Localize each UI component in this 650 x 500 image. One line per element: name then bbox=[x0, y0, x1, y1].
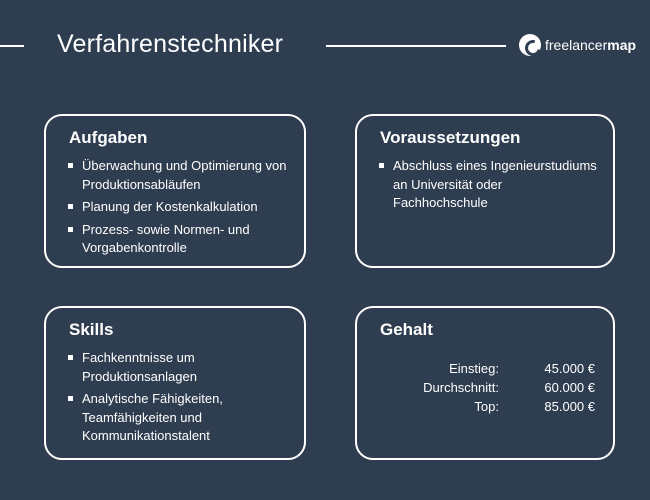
square-bullet-icon bbox=[68, 163, 73, 168]
list-item-text: Fachkenntnisse um Produktionsanlagen bbox=[82, 350, 197, 384]
list-item-text: Analytische Fähigkeiten, Teamfähigkeiten und Kommunikationstalent bbox=[82, 391, 223, 443]
salary-label-top: Top: bbox=[474, 399, 499, 414]
card-gehalt bbox=[355, 306, 615, 460]
salary-value-einstieg: 45.000 € bbox=[544, 361, 595, 376]
list-item-text: Prozess- sowie Normen- und Vorgabenkontrolle bbox=[82, 221, 250, 255]
freelancermap-logo bbox=[519, 34, 636, 56]
title-rule-right bbox=[326, 45, 506, 47]
card-skills bbox=[44, 306, 306, 460]
card-title-aufgaben: Aufgaben bbox=[69, 128, 148, 147]
square-bullet-icon bbox=[68, 204, 73, 209]
square-bullet-icon bbox=[68, 355, 73, 360]
card-title-voraussetzungen: Voraussetzungen bbox=[380, 128, 521, 147]
list-item-text: Planung der Kostenkalkulation bbox=[82, 199, 258, 214]
list-item bbox=[68, 390, 288, 446]
salary-value-top: 85.000 € bbox=[544, 399, 595, 414]
salary-value-durchschnitt: 60.000 € bbox=[544, 380, 595, 395]
list-item bbox=[68, 198, 288, 217]
list-item bbox=[68, 349, 288, 386]
square-bullet-icon bbox=[68, 396, 73, 401]
list-item-text: Überwachung und Optimierung von Produktionsabläufen bbox=[82, 158, 287, 192]
voraussetzungen-list bbox=[379, 157, 597, 213]
salary-label-durchschnitt: Durchschnitt: bbox=[423, 380, 499, 395]
title-rule-left bbox=[0, 45, 24, 47]
card-title-gehalt: Gehalt bbox=[380, 320, 433, 339]
list-item bbox=[379, 157, 597, 213]
list-item-text: Abschluss eines Ingenieurstudiums an Universität oder Fachhochschule bbox=[393, 158, 597, 210]
card-title-skills: Skills bbox=[69, 320, 114, 339]
list-item bbox=[68, 157, 288, 194]
salary-label-einstieg: Einstieg: bbox=[449, 361, 499, 376]
card-aufgaben bbox=[44, 114, 306, 268]
square-bullet-icon bbox=[68, 227, 73, 232]
list-item bbox=[68, 221, 288, 258]
card-voraussetzungen bbox=[355, 114, 615, 268]
page-title: Verfahrenstechniker bbox=[57, 30, 284, 58]
salary-table bbox=[389, 360, 597, 416]
logo-text-light: freelancer bbox=[545, 37, 608, 53]
skills-list bbox=[68, 349, 288, 446]
aufgaben-list bbox=[68, 157, 288, 258]
logo-text-bold: map bbox=[607, 37, 637, 53]
square-bullet-icon bbox=[379, 163, 384, 168]
logo-wordmark bbox=[545, 37, 636, 53]
freelancermap-logo-icon bbox=[519, 34, 541, 56]
